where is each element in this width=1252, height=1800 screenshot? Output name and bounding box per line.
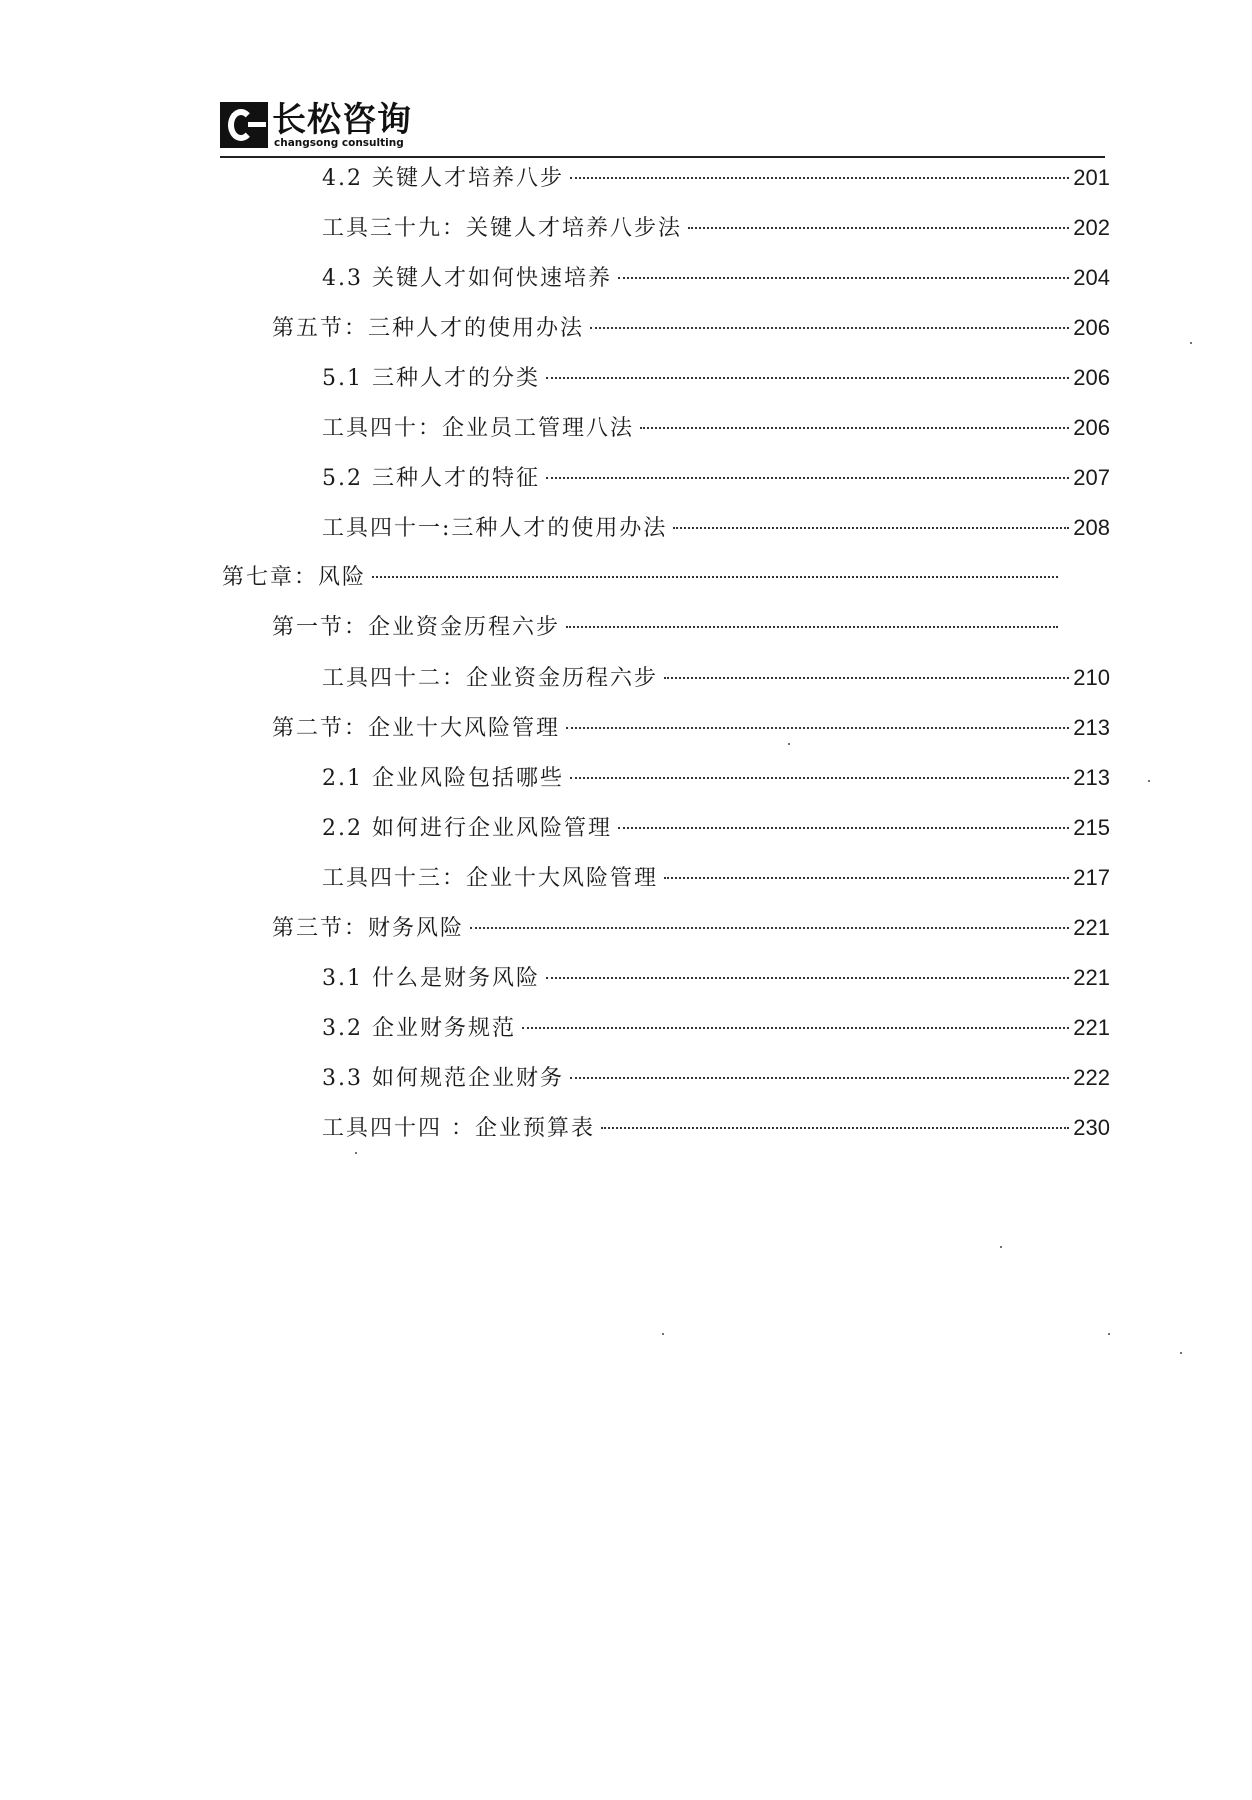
scan-speck bbox=[788, 743, 790, 745]
toc-entry-page: 221 bbox=[1073, 915, 1110, 940]
toc-entry-page: 206 bbox=[1073, 315, 1110, 340]
toc-entry-page: 221 bbox=[1073, 1015, 1110, 1040]
toc-dot-leader bbox=[688, 227, 1069, 229]
toc-entry-title: 5.1 三种人才的分类 bbox=[322, 366, 540, 391]
toc-entry[interactable] bbox=[322, 162, 1110, 194]
toc-entry-title: 工具四十：企业员工管理八法 bbox=[322, 416, 635, 441]
toc-entry-page: 208 bbox=[1073, 515, 1110, 540]
toc-dot-leader bbox=[546, 977, 1069, 979]
toc-entry-title: 工具四十二：企业资金历程六步 bbox=[322, 666, 659, 691]
logo-text bbox=[272, 102, 412, 149]
toc-entry-page: 215 bbox=[1073, 815, 1110, 840]
toc-entry-title: 3.2 企业财务规范 bbox=[322, 1016, 516, 1041]
toc-dot-leader bbox=[546, 377, 1069, 379]
toc-entry-title: 工具四十三：企业十大风险管理 bbox=[322, 866, 659, 891]
toc-dot-leader bbox=[601, 1127, 1069, 1129]
scan-speck bbox=[1180, 1352, 1182, 1354]
scan-speck bbox=[355, 1152, 357, 1154]
toc-entry-page: 222 bbox=[1073, 1065, 1110, 1090]
toc-entry[interactable] bbox=[322, 762, 1110, 794]
scan-speck bbox=[1148, 780, 1150, 782]
toc-dot-leader bbox=[372, 576, 1058, 578]
toc-entry-title: 3.3 如何规范企业财务 bbox=[322, 1066, 564, 1091]
toc-entry-title: 第七章：风险 bbox=[222, 565, 367, 590]
toc-entry[interactable] bbox=[322, 462, 1110, 494]
toc-dot-leader bbox=[618, 827, 1069, 829]
logo-english-name: changsong consulting bbox=[274, 137, 404, 149]
toc-entry-title: 工具三十九：关键人才培养八步法 bbox=[322, 216, 683, 241]
toc-entry[interactable] bbox=[322, 412, 1110, 444]
toc-entry[interactable] bbox=[322, 362, 1110, 394]
toc-entry-page: 202 bbox=[1073, 215, 1110, 240]
toc-entry-page: 207 bbox=[1073, 465, 1110, 490]
toc-entry[interactable] bbox=[322, 662, 1110, 694]
scan-speck bbox=[1190, 342, 1192, 344]
toc-entry[interactable] bbox=[322, 962, 1110, 994]
page-header bbox=[220, 98, 1105, 158]
toc-dot-leader bbox=[664, 877, 1069, 879]
toc-dot-leader bbox=[546, 477, 1069, 479]
toc-entry[interactable] bbox=[322, 1112, 1110, 1144]
toc-entry[interactable] bbox=[322, 1062, 1110, 1094]
toc-entry-title: 4.2 关键人才培养八步 bbox=[322, 166, 564, 191]
logo-chinese-name: 长松咨询 bbox=[272, 100, 412, 140]
toc-entry-page: 204 bbox=[1073, 265, 1110, 290]
scan-speck bbox=[1108, 1333, 1110, 1335]
toc-entry[interactable] bbox=[272, 612, 1062, 644]
toc-entry-title: 5.2 三种人才的特征 bbox=[322, 466, 540, 491]
company-logo bbox=[220, 102, 412, 152]
toc-entry-title: 第一节：企业资金历程六步 bbox=[272, 615, 561, 640]
toc-entry-page: 213 bbox=[1073, 715, 1110, 740]
toc-entry-title: 工具四十四 ：企业预算表 bbox=[322, 1116, 595, 1141]
toc-entry-page: 210 bbox=[1073, 665, 1110, 690]
toc-dot-leader bbox=[566, 727, 1069, 729]
toc-entry-title: 4.3 关键人才如何快速培养 bbox=[322, 266, 612, 291]
toc-entry[interactable] bbox=[272, 312, 1110, 344]
toc-dot-leader bbox=[618, 277, 1069, 279]
toc-entry-page: 221 bbox=[1073, 965, 1110, 990]
toc-dot-leader bbox=[640, 427, 1069, 429]
toc-entry[interactable] bbox=[322, 212, 1110, 244]
toc-entry[interactable] bbox=[322, 512, 1110, 544]
toc-dot-leader bbox=[664, 677, 1069, 679]
toc-dot-leader bbox=[470, 927, 1069, 929]
toc-entry-title: 工具四十一:三种人才的使用办法 bbox=[322, 516, 668, 541]
toc-entry[interactable] bbox=[322, 862, 1110, 894]
toc-entry-title: 第五节：三种人才的使用办法 bbox=[272, 316, 585, 341]
toc-entry[interactable] bbox=[322, 812, 1110, 844]
toc-entry-page: 206 bbox=[1073, 415, 1110, 440]
toc-entry[interactable] bbox=[272, 712, 1110, 744]
toc-entry-title: 3.1 什么是财务风险 bbox=[322, 966, 540, 991]
logo-c-icon bbox=[220, 102, 268, 148]
toc-entry-page: 213 bbox=[1073, 765, 1110, 790]
scan-speck bbox=[1000, 1246, 1002, 1248]
toc-dot-leader bbox=[522, 1027, 1069, 1029]
toc-dot-leader bbox=[566, 626, 1058, 628]
toc-entry[interactable] bbox=[322, 262, 1110, 294]
toc-entry-page: 206 bbox=[1073, 365, 1110, 390]
toc-entry[interactable] bbox=[322, 1012, 1110, 1044]
toc-entry-page: 201 bbox=[1073, 165, 1110, 190]
toc-entry-page: 230 bbox=[1073, 1115, 1110, 1140]
toc-dot-leader bbox=[570, 777, 1069, 779]
toc-entry-title: 第三节：财务风险 bbox=[272, 916, 465, 941]
toc-entry[interactable] bbox=[222, 562, 1062, 594]
toc-entry-page: 217 bbox=[1073, 865, 1110, 890]
toc-entry-title: 第二节：企业十大风险管理 bbox=[272, 716, 561, 741]
toc-dot-leader bbox=[570, 177, 1069, 179]
toc-dot-leader bbox=[673, 527, 1069, 529]
toc-dot-leader bbox=[590, 327, 1069, 329]
scan-speck bbox=[662, 1333, 664, 1335]
toc-entry-title: 2.2 如何进行企业风险管理 bbox=[322, 816, 612, 841]
toc-entry[interactable] bbox=[272, 912, 1110, 944]
toc-dot-leader bbox=[570, 1077, 1069, 1079]
toc-entry-title: 2.1 企业风险包括哪些 bbox=[322, 766, 564, 791]
